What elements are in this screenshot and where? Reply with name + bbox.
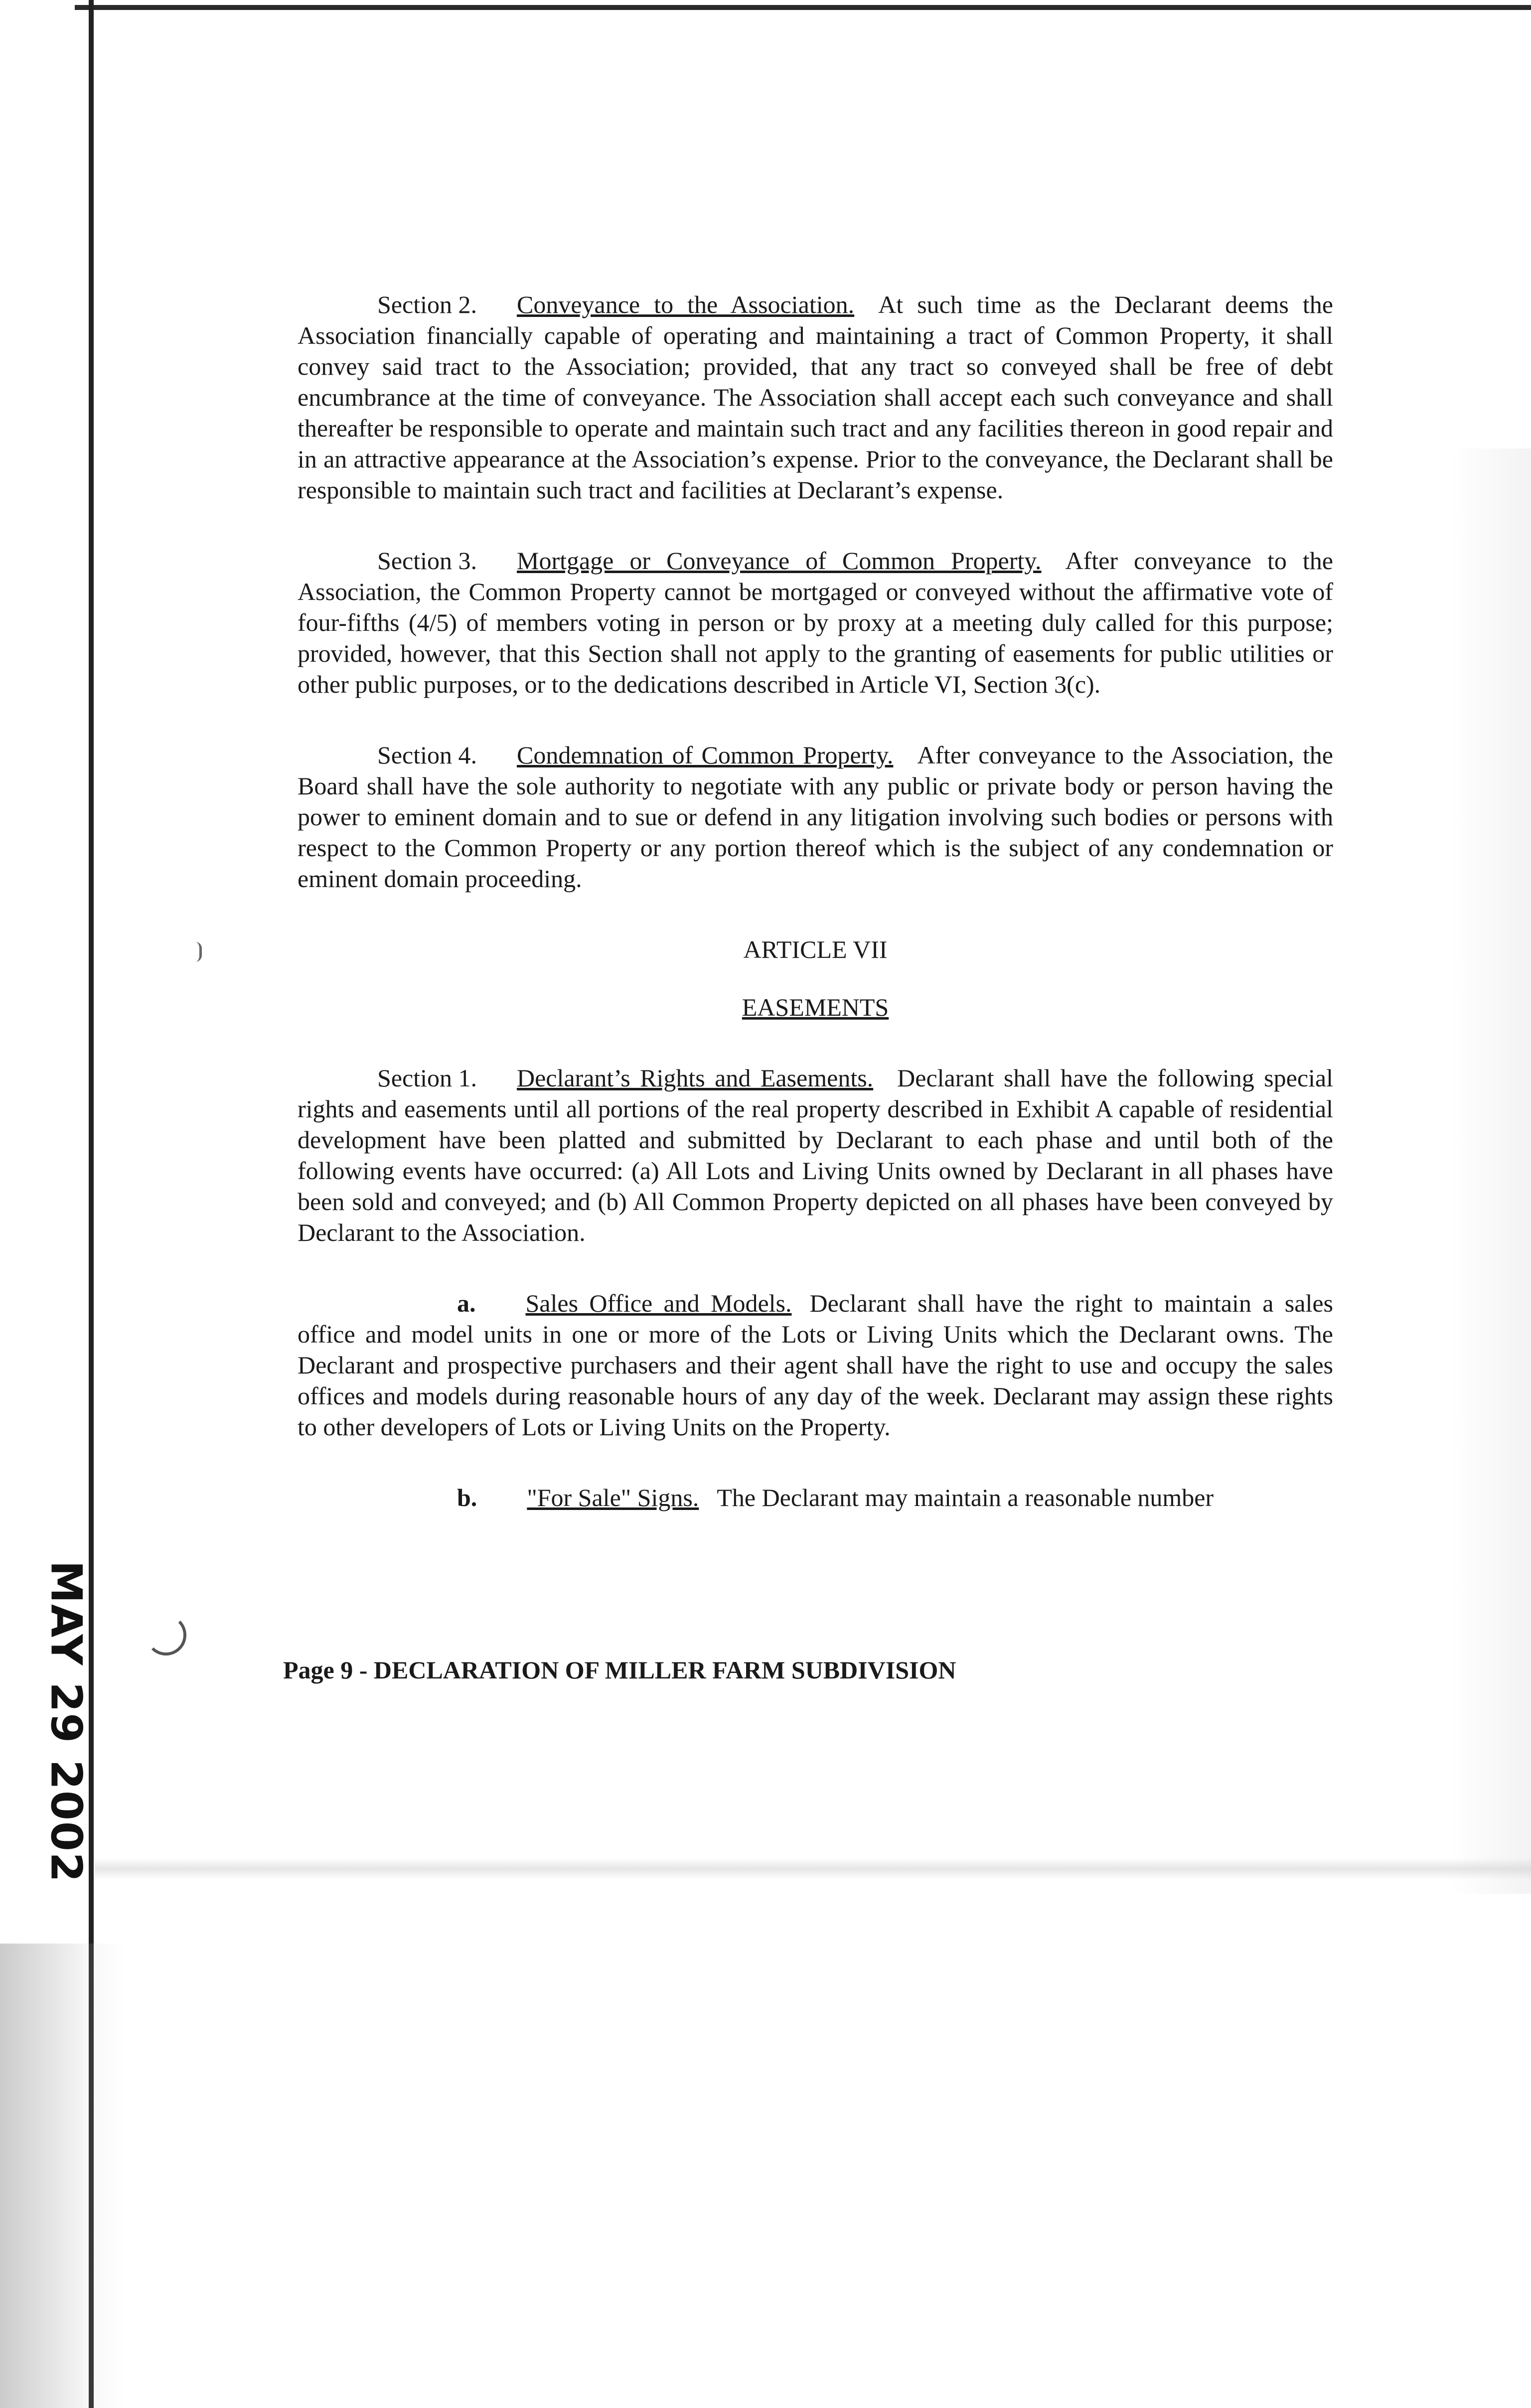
subsection-title: "For Sale" Signs. xyxy=(527,1484,699,1511)
section-title: Conveyance to the Association. xyxy=(516,291,855,318)
section-title: Declarant’s Rights and Easements. xyxy=(516,1064,874,1092)
subsection-label: a. xyxy=(457,1289,476,1317)
subsection-b xyxy=(298,1482,1333,1513)
page-footer: Page 9 - DECLARATION OF MILLER FARM SUBDIVISION xyxy=(283,1656,956,1684)
section-title: Condemnation of Common Property. xyxy=(516,741,894,769)
article-heading: ARTICLE VII xyxy=(743,935,888,963)
section-body: At such time as the Declarant deems the Association financially capable of operating and maintaining a tract of Common Property, it shall convey said tract to the Association; provided, that any tract so conveyed shall be free of debt encumbrance at the time of conveyance. The Association shall accept each such conveyance and shall thereafter be responsible to operate and maintain such tract and any facilities thereon in good repair and in an attractive appearance at the Association’s expense. Prior to the conveyance, the Declarant shall be responsible to maintain such tract and facilities at Declarant’s expense. xyxy=(298,291,1333,504)
section-body: After conveyance to the Association, the Common Property cannot be mortgaged or conveyed without the affirmative vote of four-fifths (4/5) of members voting in person or by proxy at a meeting duly called for this purpose; provided, however, that this Section shall not apply to the granting of easements for public utilities or other public purposes, or to the dedications described in Article VI, Section 3(c). xyxy=(298,547,1333,698)
section-2 xyxy=(298,289,1333,505)
date-stamp-text: MAY 29 2002 xyxy=(41,1560,92,1883)
section-body: Declarant shall have the following special rights and easements until all portions of the real property described in Exhibit A capable of residential development have been platted and submitted by Declarant to each phase and until both of the following events have occurred: (a) All Lots and Living Units owned by Declarant in all phases have been sold and conveyed; and (b) All Common Property depicted on all phases have been conveyed by Declarant to the Association. xyxy=(298,1064,1334,1246)
section-4 xyxy=(298,740,1333,894)
section-label: Section 3. xyxy=(377,547,477,575)
subsection-title: Sales Office and Models. xyxy=(525,1289,792,1317)
subsection-label: b. xyxy=(457,1484,477,1511)
scan-right-edge xyxy=(1451,449,1531,1894)
scan-top-border xyxy=(75,5,1531,10)
scan-left-shadow xyxy=(0,1944,125,2408)
article-section-1 xyxy=(298,1062,1333,1248)
article-subheading: EASEMENTS xyxy=(742,993,889,1021)
scan-bottom-band xyxy=(95,1858,1531,1880)
scan-mark xyxy=(146,1615,186,1656)
subsection-body: The Declarant may maintain a reasonable number xyxy=(717,1484,1214,1511)
section-title: Mortgage or Conveyance of Common Property. xyxy=(516,547,1042,575)
section-3 xyxy=(298,545,1333,700)
subsection-body: Declarant shall have the right to maintain a sales office and model units in one or more of the Lots or Living Units which the Declarant owns. The Declarant and prospective purchasers and their agent shall have the right to use and occupy the sales offices and models during reasonable hours of any day of the week. Declarant may assign these rights to other developers of Lots or Living Units on the Property. xyxy=(298,1289,1333,1441)
scan-mark xyxy=(195,942,202,962)
document-body xyxy=(298,289,1333,1553)
section-label: Section 2. xyxy=(377,291,477,318)
subsection-a xyxy=(298,1288,1333,1442)
date-stamp xyxy=(41,1560,92,1883)
section-label: Section 4. xyxy=(377,741,477,769)
section-body: After conveyance to the Association, the Board shall have the sole authority to negotiate with any public or private body or person having the power to eminent domain and to sue or defend in any litigation involving such bodies or persons with respect to the Common Property or any portion thereof which is the subject of any condemnation or eminent domain proceeding. xyxy=(298,741,1333,893)
section-label: Section 1. xyxy=(377,1064,477,1092)
